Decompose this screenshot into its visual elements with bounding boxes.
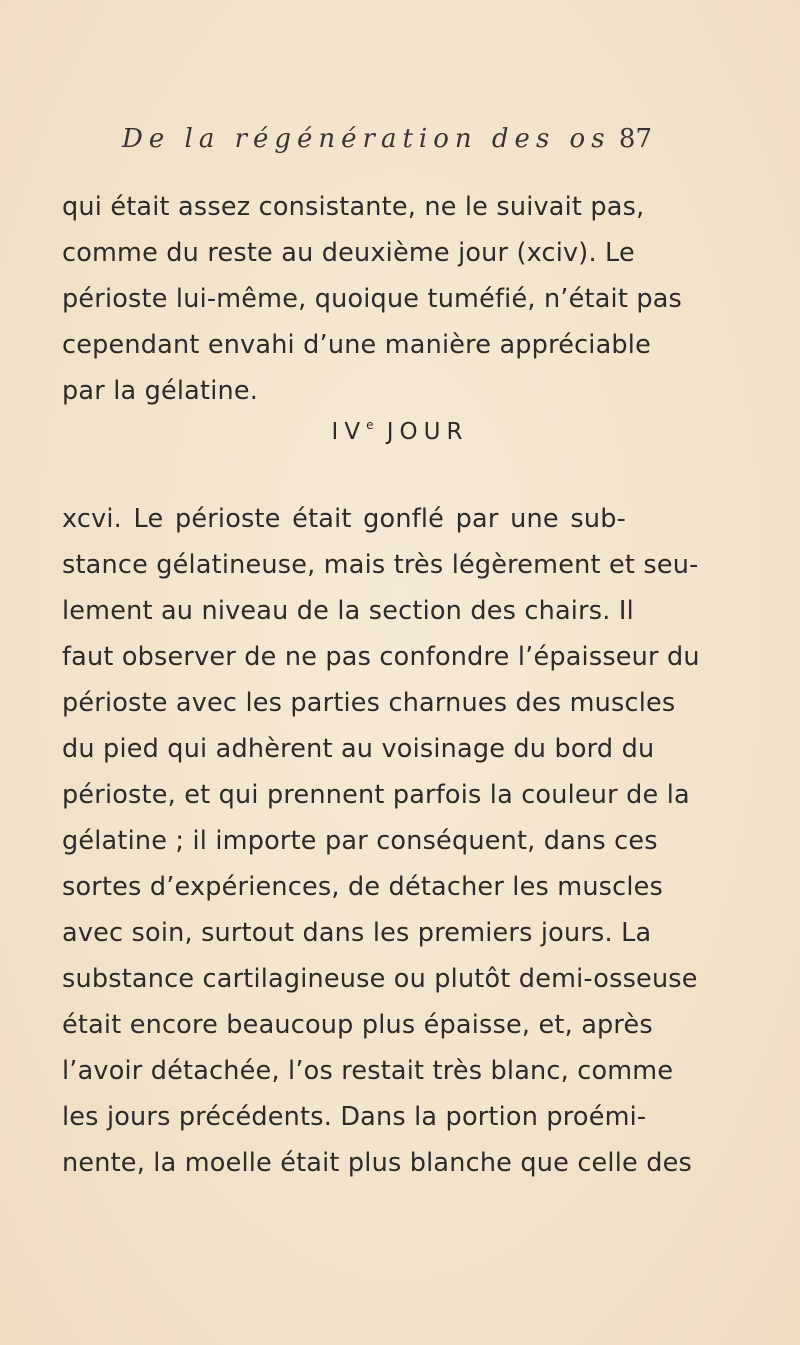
text-line: avec soin, surtout dans les premiers jours. La bbox=[62, 918, 652, 948]
text-line: faut observer de ne pas confondre l’épaisseur du bbox=[62, 642, 700, 672]
heading-numeral: IV bbox=[331, 419, 367, 445]
text-line: par la gélatine. bbox=[62, 376, 259, 406]
text-line: périoste lui-même, quoique tuméfié, n’était pas bbox=[62, 284, 683, 314]
text-line: était encore beaucoup plus épaisse, et, après bbox=[62, 1010, 653, 1040]
text-line: xcvi. Le périoste était gonflé par une sub- bbox=[62, 504, 626, 534]
text-line: qui était assez consistante, ne le suivait pas, bbox=[62, 192, 645, 222]
page-number: 87 bbox=[618, 124, 652, 154]
text-line: du pied qui adhèrent au voisinage du bord du bbox=[62, 734, 655, 764]
text-line: périoste, et qui prennent parfois la couleur de la bbox=[62, 780, 690, 810]
text-line: gélatine ; il importe par conséquent, dans ces bbox=[62, 826, 658, 856]
paragraph-xcvi bbox=[62, 496, 700, 1186]
text-line: cependant envahi d’une manière appréciable bbox=[62, 330, 651, 360]
section-heading bbox=[0, 418, 800, 445]
text-line: substance cartilagineuse ou plutôt demi-osseuse bbox=[62, 964, 698, 994]
text-line: comme du reste au deuxième jour (xciv). Le bbox=[62, 238, 635, 268]
heading-superscript: e bbox=[366, 418, 374, 432]
running-title: De la régénération des os bbox=[122, 124, 611, 154]
text-line: sortes d’expériences, de détacher les muscles bbox=[62, 872, 664, 902]
paragraph-continued bbox=[62, 184, 683, 414]
heading-word: JOUR bbox=[386, 419, 469, 445]
text-line: l’avoir détachée, l’os restait très blanc, comme bbox=[62, 1056, 674, 1086]
text-line: lement au niveau de la section des chairs. Il bbox=[62, 596, 634, 626]
text-line: stance gélatineuse, mais très légèrement et seu- bbox=[62, 550, 699, 580]
text-line: nente, la moelle était plus blanche que celle des bbox=[62, 1148, 692, 1178]
text-line: les jours précédents. Dans la portion proémi- bbox=[62, 1102, 647, 1132]
text-line: périoste avec les parties charnues des muscles bbox=[62, 688, 676, 718]
running-head bbox=[122, 120, 652, 164]
